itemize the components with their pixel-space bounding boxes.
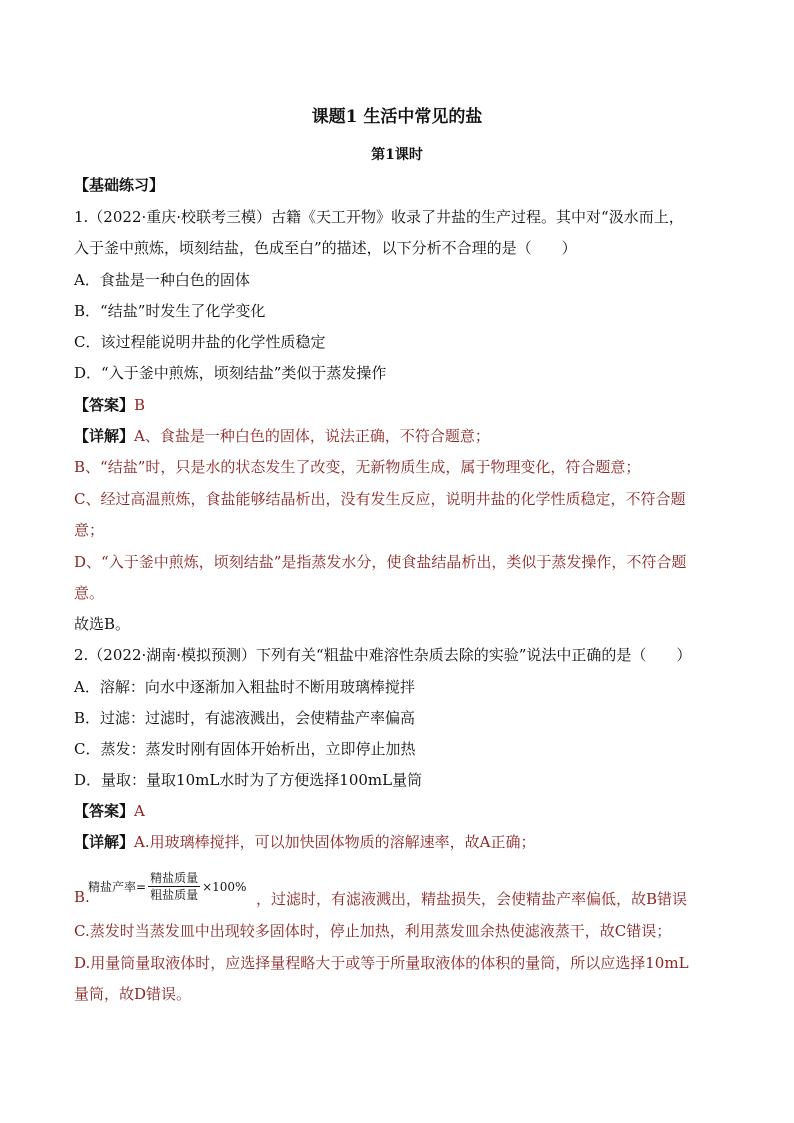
q1-answer <box>74 395 145 415</box>
q1-detail-line4-cont: 意。 <box>74 584 105 602</box>
q1-option-a: A．食盐是一种白色的固体 <box>74 271 250 289</box>
q2-answer <box>74 801 145 821</box>
q1-stem-line1: 1.（2022·重庆·校联考三模）古籍《天工开物》收录了井盐的生产过程。其中对“汲水而上， <box>74 208 684 226</box>
q1-detail-line4: D、“入于釜中煎炼，顷刻结盐”是指蒸发水分，使食盐结晶析出，类似于蒸发操作，不符合题 <box>74 553 687 571</box>
q2-detail-line4: D.用量筒量取液体时，应选择量程略大于或等于所量取液体的体积的量筒，所以应选择10mL <box>74 954 689 972</box>
detail-label: 【详解】 <box>74 833 135 851</box>
formula-numerator: 精盐质量 <box>150 871 199 885</box>
q1-option-d: D．“入于釜中煎炼，顷刻结盐”类似于蒸发操作 <box>74 364 387 382</box>
q2-option-a: A．溶解：向水中逐渐加入粗盐时不断用玻璃棒搅拌 <box>74 678 415 696</box>
q2-option-c: C．蒸发：蒸发时刚有固体开始析出，立即停止加热 <box>74 740 416 758</box>
q2-detail-line1 <box>74 832 535 852</box>
q1-detail-line2: B、“结盐”时，只是水的状态发生了改变，无新物质生成，属于物理变化，符合题意； <box>74 458 641 476</box>
section-heading: 【基础练习】 <box>74 176 165 194</box>
formula-denominator: 粗盐质量 <box>150 888 199 902</box>
q1-stem-line2: 入于釜中煎炼，顷刻结盐，色成至白”的描述，以下分析不合理的是（ ） <box>74 239 577 257</box>
answer-label: 【答案】 <box>74 802 135 820</box>
formula-tail: ×100% <box>202 879 247 894</box>
q2-option-b: B．过滤：过滤时，有滤液溅出，会使精盐产率偏高 <box>74 709 416 727</box>
q2-detail-line4-cont: 量筒，故D错误。 <box>74 985 192 1003</box>
answer-value: A <box>134 802 145 820</box>
answer-value: B <box>134 396 146 414</box>
page-title: 课题1 生活中常见的盐 <box>311 107 483 127</box>
q1-detail-line3: C、经过高温煎炼，食盐能够结晶析出，没有发生反应，说明井盐的化学性质稳定，不符合题 <box>74 490 686 508</box>
q2-detail-line3: C.蒸发时当蒸发皿中出现较多固体时，停止加热，利用蒸发皿余热使滤液蒸干，故C错误； <box>74 922 672 940</box>
formula-prefix: B. <box>74 888 90 906</box>
formula-lhs: 精盐产率= <box>88 880 147 894</box>
q2-detail-formula-line <box>74 870 734 910</box>
yield-formula <box>88 870 246 903</box>
q2-stem-line1: 2.（2022·湖南·模拟预测）下列有关“粗盐中难溶性杂质去除的实验”说法中正确的是（ ） <box>74 646 692 664</box>
q1-conclusion: 故选B。 <box>74 615 131 633</box>
formula-fraction <box>148 870 200 903</box>
page-subtitle: 第1课时 <box>371 147 423 163</box>
detail-label: 【详解】 <box>74 427 135 445</box>
answer-label: 【答案】 <box>74 396 135 414</box>
q1-option-b: B．“结盐”时发生了化学变化 <box>74 302 266 320</box>
q1-detail-line3-cont: 意； <box>74 521 105 539</box>
q2-option-d: D．量取：量取10mL水时为了方便选择100mL量筒 <box>74 771 423 789</box>
q1-option-c: C．该过程能说明井盐的化学性质稳定 <box>74 333 326 351</box>
detail-text: A、食盐是一种白色的固体，说法正确，不符合题意； <box>134 427 490 445</box>
detail-text: A.用玻璃棒搅拌，可以加快固体物质的溶解速率，故A正确； <box>134 833 536 851</box>
formula-explanation: ，过滤时，有滤液溅出，精盐损失，会使精盐产率偏低，故B错误 <box>256 890 688 908</box>
q1-detail-line1 <box>74 426 490 446</box>
